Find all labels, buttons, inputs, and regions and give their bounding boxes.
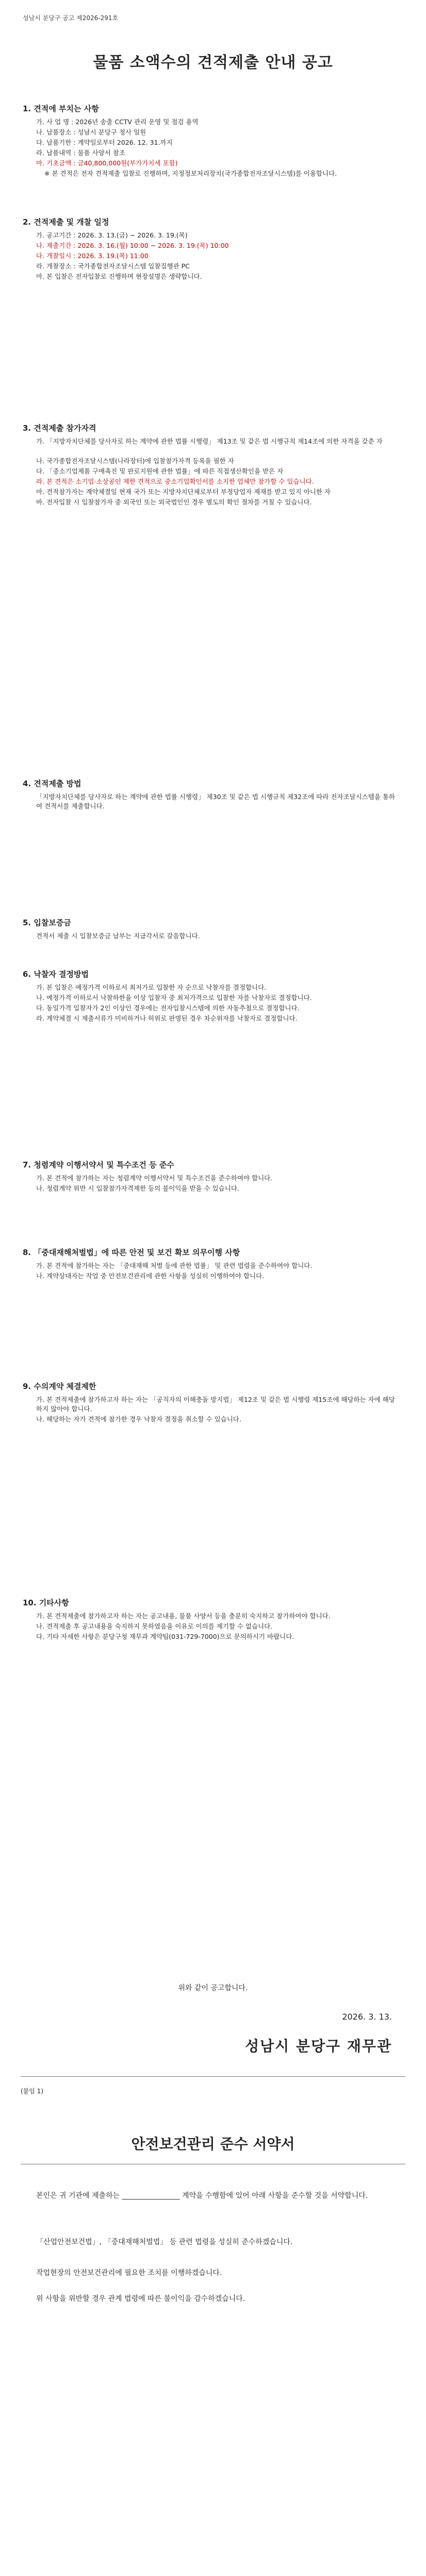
section-line: 라. 본 견적은 소기업·소상공인 제한 견적으로 중소기업확인서를 소지한 업체만 참가할 수 있습니다. — [36, 478, 314, 485]
closing-text: 위와 같이 공고합니다. — [178, 1984, 248, 1992]
section-title: 6. 낙찰자 결정방법 — [23, 970, 89, 979]
section-line: 가. 본 견적에 참가하는 자는 「중대재해 처벌 등에 관한 법률」 및 관련 법령을 준수하여야 합니다. — [36, 1262, 313, 1269]
section-title: 9. 수의계약 체결제한 — [23, 1382, 96, 1391]
section-line: 나. 해당하는 자가 견적에 참가한 경우 낙찰자 결정을 취소할 수 있습니다. — [36, 1415, 241, 1423]
section-line: 나. 국가종합전자조달시스템(나라장터)에 입찰참가자격 등록을 필한 자 — [36, 457, 234, 465]
divider — [21, 2076, 405, 2077]
section-line: 라. 납품내역 : 물품 사양서 참조 — [36, 149, 125, 157]
section-title: 1. 견적에 부치는 사항 — [23, 104, 99, 113]
section-line: 다. 동일가격 입찰자가 2인 이상인 경우에는 전자입찰시스템에 의한 자동추첨으로 결정합니다. — [36, 1004, 300, 1012]
section-line: 나. 납품장소 : 성남시 분당구 청사 일원 — [36, 128, 146, 136]
section-line: 나. 견적제출 후 공고내용을 숙지하지 못하였음을 이유로 이의를 제기할 수 없습니다. — [36, 1622, 273, 1630]
section-line: 가. 「지방자치단체를 당사자로 하는 계약에 관한 법률 시행령」 제13조 및 같은 법 시행규칙 제14조에 의한 자격을 갖춘 자 — [36, 437, 383, 445]
section-title: 2. 견적제출 및 개찰 일정 — [23, 217, 109, 227]
section-line: 다. 납품기한 : 계약일로부터 2026. 12. 31.까지 — [36, 139, 173, 146]
section-line: 마. 본 입찰은 전자입찰로 진행하며 현장설명은 생략합니다. — [36, 273, 202, 280]
section-title: 3. 견적제출 참가자격 — [23, 423, 96, 433]
section-line: 나. 제출기간 : 2026. 3. 16.(월) 10:00 ~ 2026. 3. 19.(목) 10:00 — [36, 242, 229, 249]
section-line: 가. 사 업 명 : 2026년 송출 CCTV 관리 운영 및 점검 용역 — [36, 118, 199, 126]
section-line: 나. 계약상대자는 작업 중 안전보건관리에 관한 사항을 성실히 이행하여야 합니다. — [36, 1272, 265, 1280]
document-title: 물품 소액수의 견적제출 안내 공고 — [93, 54, 333, 72]
pledge-line: 본인은 귀 기관에 제출하는 ________________ 계약을 수행함에 있어 아래 사항을 준수할 것을 서약합니다. — [36, 2192, 368, 2200]
section-line: ※ 본 견적은 전자 견적제출 입찰로 진행하며, 지정정보처리장치(국가종합전자조달시스템)를 이용합니다. — [44, 170, 337, 177]
notice-date: 2026. 3. 13. — [342, 2012, 392, 2022]
pledge-line: 위 사항을 위반할 경우 관계 법령에 따른 불이익을 감수하겠습니다. — [36, 2295, 245, 2303]
section-line: 가. 본 견적제출에 참가하고자 하는 자는 「공직자의 이해충돌 방지법」 제12조 및 같은 법 시행령 제15조에 해당하는 자에 해당하지 않아야 합니다. — [36, 1396, 395, 1413]
section-title: 5. 입찰보증금 — [23, 918, 71, 927]
section-line: 가. 본 입찰은 예정가격 이하로서 최저가로 입찰한 자 순으로 낙찰자를 결정합니다. — [36, 984, 267, 991]
section-line: 바. 전자입찰 시 입찰참가자 중 외국인 또는 외국법인인 경우 별도의 확인 절차를 거칠 수 있습니다. — [36, 498, 312, 506]
section-line: 다. 기타 자세한 사항은 분당구청 재무과 계약팀(031-729-7000)으로 문의하시기 바랍니다. — [36, 1633, 294, 1640]
section-line: 나. 예정가격 이하로서 낙찰하한율 이상 입찰자 중 최저가격으로 입찰한 자를 낙찰자로 결정합니다. — [36, 994, 312, 1002]
annex-label: (붙임 1) — [21, 2088, 43, 2095]
section-title: 10. 기타사항 — [23, 1598, 69, 1607]
section-line: 라. 개찰장소 : 국가종합전자조달시스템 입찰집행관 PC — [36, 262, 190, 270]
pledge-line: 작업현장의 안전보건관리에 필요한 조치를 이행하겠습니다. — [36, 2269, 222, 2277]
section-line: 나. 청렴계약 위반 시 입찰참가자격제한 등의 불이익을 받을 수 있습니다. — [36, 1184, 239, 1192]
section-line: 다. 「중소기업제품 구매촉진 및 판로지원에 관한 법률」에 따른 직접생산확인을 받은 자 — [36, 467, 284, 475]
section-line: 가. 본 견적에 참가하는 자는 청렴계약 이행서약서 및 특수조건을 준수하여야 합니다. — [36, 1174, 273, 1182]
signer: 성남시 분당구 재무관 — [245, 2038, 392, 2055]
section-line: 가. 공고기간 : 2026. 3. 13.(금) ~ 2026. 3. 19.(목) — [36, 231, 188, 239]
section-line: 가. 본 견적제출에 참가하고자 하는 자는 공고내용, 물품 사양서 등을 충분히 숙지하고 참가하여야 합니다. — [36, 1612, 331, 1620]
notice-number: 성남시 분당구 공고 제2026-291호 — [23, 14, 119, 22]
section-line: 다. 개찰일시 : 2026. 3. 19.(목) 11:00 — [36, 252, 149, 260]
section-line: 마. 기초금액 : 금40,800,000원(부가가치세 포함) — [36, 159, 178, 167]
section-line: 「지방자치단체를 당사자로 하는 계약에 관한 법률 시행령」 제30조 및 같은 법 시행규칙 제32조에 따라 전자조달시스템을 통하여 견적서를 제출합니다. — [36, 793, 396, 810]
section-line: 라. 계약체결 시 제출서류가 미비하거나 허위로 판명된 경우 차순위자를 낙찰자로 결정합니다. — [36, 1014, 298, 1022]
pledge-line: 「산업안전보건법」, 「중대재해처벌법」 등 관련 법령을 성실히 준수하겠습니다. — [36, 2238, 293, 2246]
section-title: 4. 견적제출 방법 — [23, 779, 81, 788]
section-title: 7. 청렴계약 이행서약서 및 특수조건 등 준수 — [23, 1160, 174, 1170]
section-line: 마. 견적참가자는 계약체결일 현재 국가 또는 지방자치단체로부터 부정당업자 제재를 받고 있지 아니한 자 — [36, 488, 331, 496]
section-title: 8. 「중대재해처벌법」에 따른 안전 및 보건 확보 의무이행 사항 — [23, 1248, 240, 1257]
section-line: 견적서 제출 시 입찰보증금 납부는 지급각서로 갈음합니다. — [36, 932, 200, 940]
pledge-title: 안전보건관리 준수 서약서 — [131, 2136, 295, 2153]
